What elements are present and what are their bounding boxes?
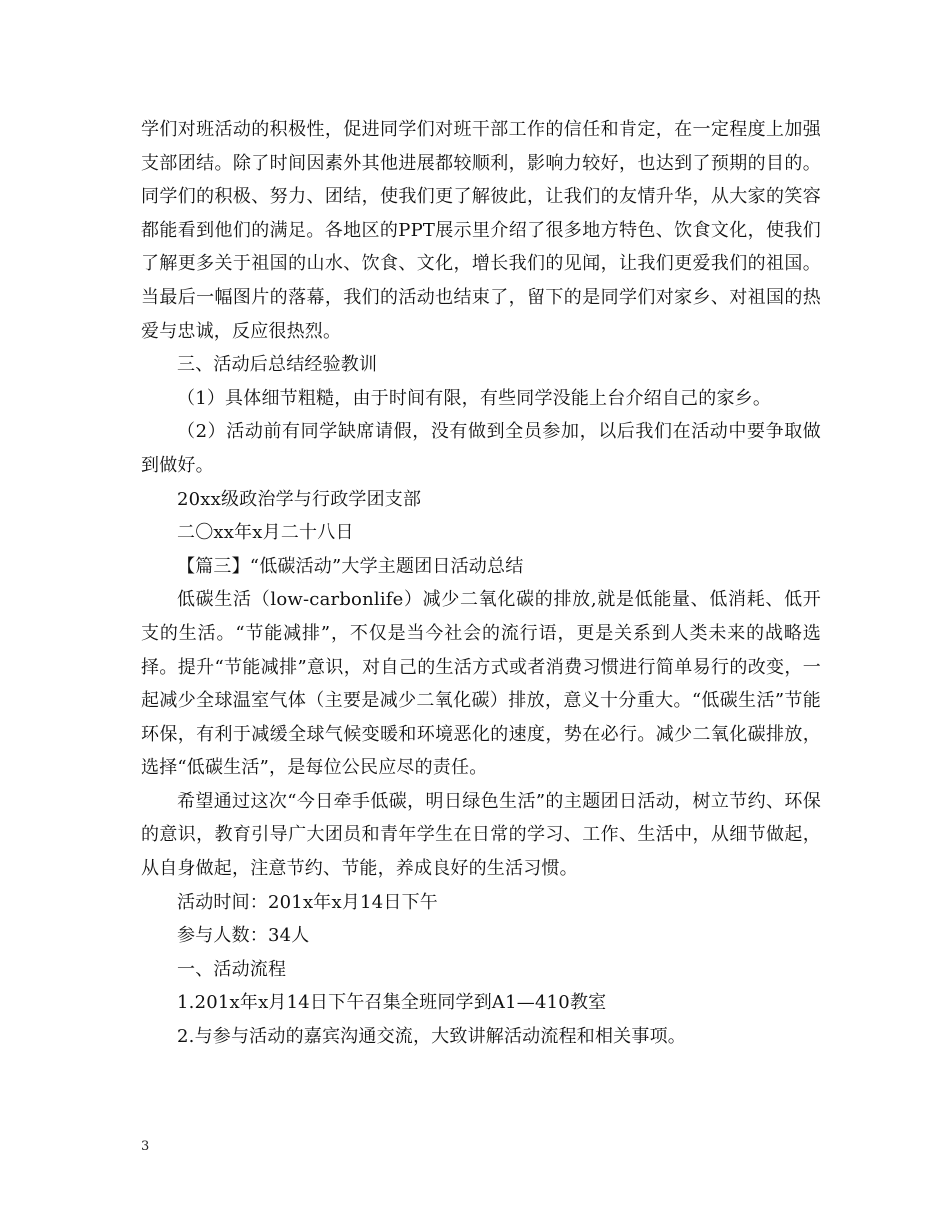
signature-org: 20xx级政治学与行政学团支部	[177, 488, 422, 510]
list-item: （1）具体细节粗糙，由于时间有限，有些同学没能上台介绍自己的家乡。	[177, 387, 772, 409]
list-item: （2）活动前有同学缺席请假，没有做到全员参加，以后我们在活动中要争取做到做好。	[141, 421, 821, 476]
paragraph: 低碳生活（low-carbonlife）减少二氧化碳的排放,就是低能量、低消耗、低开支的生活。“节能减排”，不仅是当今社会的流行语，更是关系到人类未来的战略选择。提升“节能减排”意识，对自己的生活方式或者消费习惯进行简单易行的改变，一起减少全球温室气体（主要是减少二氧化碳）排放，意义十分重大。“低碳生活”节能环保，有利于减缓全球气候变暖和环境恶化的速度，势在必行。减少二氧化碳排放，选择“低碳生活”，是每位公民应尽的责任。	[141, 589, 821, 779]
paragraph: 希望通过这次“今日牵手低碳，明日绿色生活”的主题团日活动，树立节约、环保的意识，教育引导广大团员和青年学生在日常的学习、工作、生活中，从细节做起，从自身做起，注意节约、节能，养成良好的生活习惯。	[141, 790, 821, 880]
page-number: 3	[141, 1139, 150, 1154]
section-heading-process: 一、活动流程	[177, 958, 287, 980]
list-item: 1.201x年x月14日下午召集全班同学到A1—410教室	[177, 992, 607, 1014]
activity-time: 活动时间：201x年x月14日下午	[177, 891, 438, 913]
participant-count: 参与人数：34人	[177, 925, 310, 947]
signature-date: 二〇xx年x月二十八日	[177, 522, 354, 544]
article-title: 【篇三】“低碳活动”大学主题团日活动总结	[177, 555, 524, 577]
list-item: 2.与参与活动的嘉宾沟通交流，大致讲解活动流程和相关事项。	[177, 1026, 686, 1048]
paragraph-continuation: 学们对班活动的积极性，促进同学们对班干部工作的信任和肯定，在一定程度上加强支部团结。除了时间因素外其他进展都较顺利，影响力较好，也达到了预期的目的。同学们的积极、努力、团结，使我们更了解彼此，让我们的友情升华，从大家的笑容都能看到他们的满足。各地区的PPT展示里介绍了很多地方特色、饮食文化，使我们了解更多关于祖国的山水、饮食、文化，增长我们的见闻，让我们更爱我们的祖国。当最后一幅图片的落幕，我们的活动也结束了，留下的是同学们对家乡、对祖国的热爱与忠诚，反应很热烈。	[141, 119, 821, 342]
section-heading-lessons: 三、活动后总结经验教训	[177, 354, 378, 376]
document-body	[141, 113, 821, 1054]
